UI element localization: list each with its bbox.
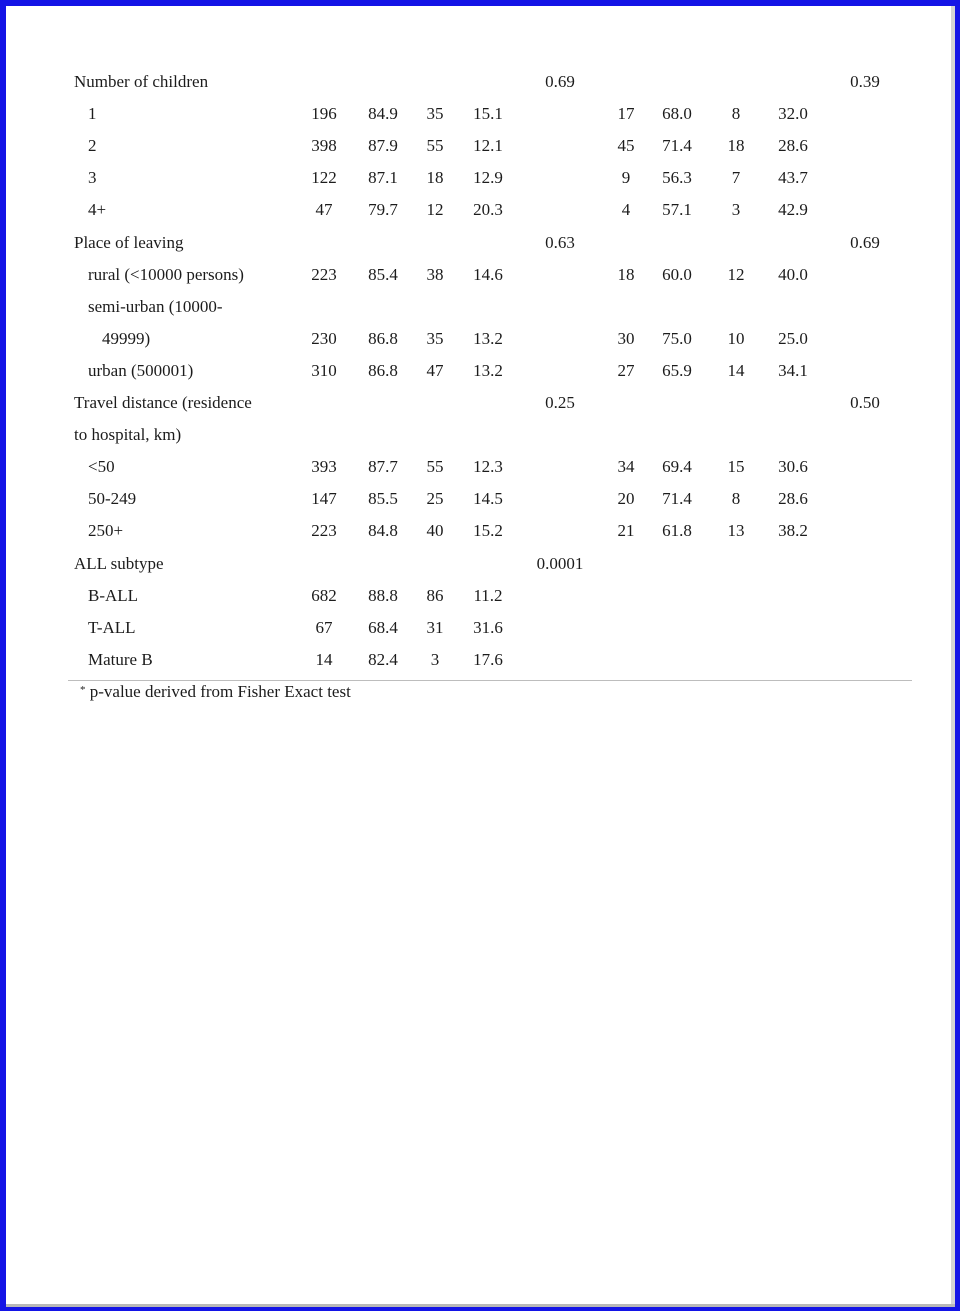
group1-cell: 55 — [426, 457, 444, 477]
group1-cell: 223 — [311, 521, 337, 541]
group2-cell: 38.2 — [778, 521, 808, 541]
group1-cell: 682 — [311, 585, 337, 605]
group1-cell: 14.6 — [473, 264, 503, 284]
group1-cell: 13.2 — [473, 328, 503, 348]
group2-cell: 10 — [727, 328, 745, 348]
row-label: 3 — [88, 168, 97, 188]
group2-cell: 4 — [621, 200, 631, 220]
group2-cell: 28.6 — [778, 136, 808, 156]
group2-cell: 56.3 — [662, 168, 692, 188]
group2-cell: 32.0 — [778, 104, 808, 124]
group2-cell: 30 — [617, 328, 635, 348]
group2-cell: 17 — [617, 104, 635, 124]
p-value-1: 0.25 — [545, 393, 575, 412]
row-label: 1 — [88, 104, 97, 124]
group1-cell: 87.1 — [368, 168, 398, 188]
group1-cell: 15.1 — [473, 104, 503, 124]
p-value-2: 0.50 — [850, 393, 880, 412]
group2-cell: 65.9 — [662, 360, 692, 380]
group2-cell: 68.0 — [662, 104, 692, 124]
row-label: Number of children — [74, 72, 209, 91]
group1-cell: 14 — [315, 649, 333, 669]
group2-cell: 43.7 — [778, 168, 808, 188]
group1-cell: 86.8 — [368, 360, 398, 380]
group2-cell: 28.6 — [778, 489, 808, 509]
group1-cell: 15.2 — [473, 521, 503, 541]
group1-cell: 82.4 — [368, 649, 398, 669]
group2-cell: 27 — [617, 360, 635, 380]
group1-cell: 85.5 — [368, 489, 398, 509]
group1-cell: 31 — [426, 617, 444, 637]
page-bottom-edge — [6, 1304, 955, 1307]
group2-cell: 21 — [617, 521, 635, 541]
group2-cell: 42.9 — [778, 200, 808, 220]
group2-cell: 75.0 — [662, 328, 692, 348]
group2-cell: 20 — [617, 489, 635, 509]
group1-cell: 13.2 — [473, 360, 503, 380]
group1-cell: 87.9 — [368, 136, 398, 156]
group1-cell: 67 — [315, 617, 333, 637]
group2-cell: 69.4 — [662, 457, 692, 477]
group1-cell: 47 — [426, 360, 444, 380]
group1-cell: 79.7 — [368, 200, 398, 220]
group1-cell: 3 — [430, 649, 440, 669]
p-value-1: 0.0001 — [536, 553, 584, 573]
group1-cell: 47 — [315, 200, 333, 220]
group1-cell: 310 — [311, 360, 337, 380]
group2-cell: 14 — [727, 360, 745, 380]
group1-cell: 40 — [426, 521, 444, 541]
group2-cell: 71.4 — [662, 489, 692, 509]
row-label: 50-249 — [88, 489, 137, 509]
group2-cell: 7 — [731, 168, 741, 188]
group1-cell: 38 — [426, 264, 444, 284]
group2-cell: 9 — [621, 168, 631, 188]
group2-cell: 34.1 — [778, 360, 808, 380]
group1-cell: 147 — [311, 489, 337, 509]
group1-cell: 68.4 — [368, 617, 398, 637]
group1-cell: 84.8 — [368, 521, 398, 541]
group1-cell: 35 — [426, 104, 444, 124]
p-value-2: 0.39 — [850, 72, 880, 91]
group1-cell: 88.8 — [368, 585, 398, 605]
group2-cell: 18 — [617, 264, 635, 284]
row-label: to hospital, km) — [74, 425, 182, 445]
group1-cell: 398 — [311, 136, 337, 156]
footnote-text: p-value derived from Fisher Exact test — [89, 682, 351, 701]
group1-cell: 18 — [426, 168, 444, 188]
row-label: B-ALL — [88, 585, 139, 605]
group1-cell: 12.9 — [473, 168, 503, 188]
group1-cell: 230 — [311, 328, 337, 348]
row-label: 49999) — [102, 328, 151, 348]
group2-cell: 34 — [617, 457, 635, 477]
row-label: urban (500001) — [88, 360, 194, 380]
group2-cell: 25.0 — [778, 328, 808, 348]
group1-cell: 196 — [311, 104, 337, 124]
group1-cell: 14.5 — [473, 489, 503, 509]
group1-cell: 31.6 — [473, 617, 503, 637]
group2-cell: 8 — [731, 489, 741, 509]
group2-cell: 45 — [617, 136, 635, 156]
group1-cell: 86 — [426, 585, 444, 605]
group2-cell: 40.0 — [778, 264, 808, 284]
group1-cell: 20.3 — [473, 200, 503, 220]
row-label: 2 — [88, 136, 97, 156]
group1-cell: 85.4 — [368, 264, 398, 284]
group1-cell: 25 — [426, 489, 444, 509]
group2-cell: 15 — [727, 457, 745, 477]
row-label: Place of leaving — [74, 232, 184, 252]
group1-cell: 17.6 — [473, 649, 503, 669]
row-label: 4+ — [88, 200, 107, 220]
group1-cell: 87.7 — [368, 457, 398, 477]
group2-cell: 60.0 — [662, 264, 692, 284]
group1-cell: 55 — [426, 136, 444, 156]
group1-cell: 84.9 — [368, 104, 398, 124]
group2-cell: 57.1 — [662, 200, 692, 220]
group1-cell: 12.3 — [473, 457, 503, 477]
row-label: Mature B — [88, 649, 153, 669]
group1-cell: 223 — [311, 264, 337, 284]
group1-cell: 86.8 — [368, 328, 398, 348]
p-value-2: 0.69 — [850, 232, 880, 252]
group1-cell: 35 — [426, 328, 444, 348]
page-edge-shadow — [951, 6, 955, 1307]
p-value-1: 0.69 — [545, 72, 575, 91]
row-label: semi-urban (10000- — [88, 296, 223, 316]
row-label: Travel distance (residence — [74, 393, 252, 412]
row-label: rural (<10000 persons) — [88, 264, 244, 284]
row-label: 250+ — [88, 521, 124, 541]
group2-cell: 3 — [731, 200, 741, 220]
group2-cell: 18 — [727, 136, 745, 156]
group1-cell: 11.2 — [473, 585, 503, 605]
row-label: T-ALL — [88, 617, 136, 637]
row-label: <50 — [88, 457, 115, 477]
group1-cell: 12 — [426, 200, 444, 220]
group1-cell: 12.1 — [473, 136, 503, 156]
row-label: ALL subtype — [74, 553, 164, 573]
group2-cell: 30.6 — [778, 457, 808, 477]
group2-cell: 8 — [731, 104, 741, 124]
group2-cell: 12 — [727, 264, 745, 284]
group1-cell: 393 — [311, 457, 337, 477]
group1-cell: 122 — [311, 168, 337, 188]
p-value-1: 0.63 — [545, 232, 575, 252]
footnote-marker: * — [80, 684, 86, 696]
group2-cell: 13 — [727, 521, 745, 541]
group2-cell: 71.4 — [662, 136, 692, 156]
group2-cell: 61.8 — [662, 521, 692, 541]
